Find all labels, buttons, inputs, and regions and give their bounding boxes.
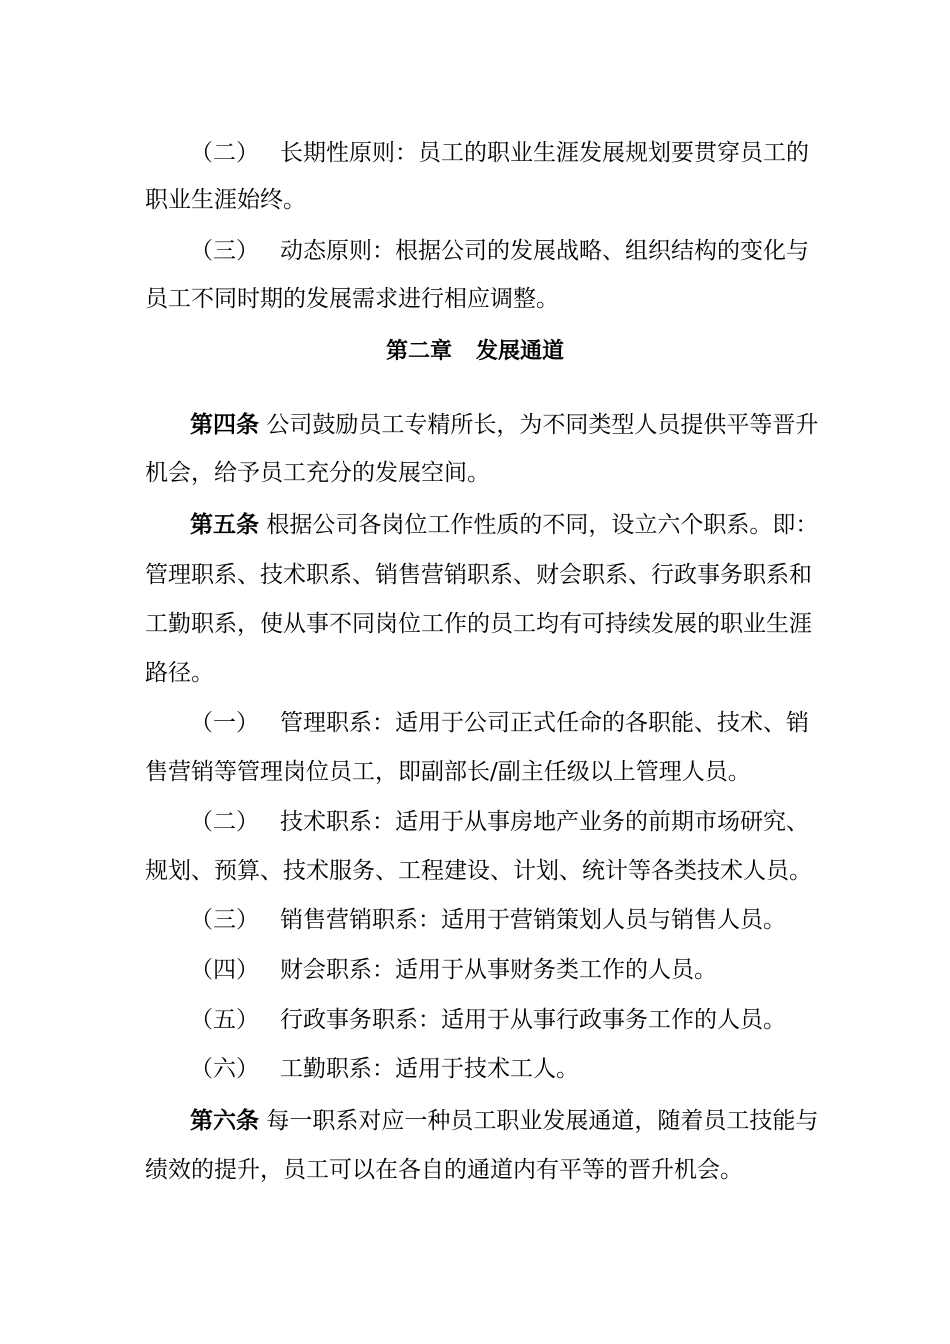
principle-2-text-1: 长期性原则：员工的职业生涯发展规划要贯穿员工的: [280, 140, 809, 166]
article-4-text-1: 公司鼓励员工专精所长，为不同类型人员提供平等晋升: [266, 412, 819, 438]
job-family-6-text-1: 工勤职系：适用于技术工人。: [280, 1056, 579, 1082]
job-family-3-marker: （三）: [190, 907, 259, 933]
article-4-line-1: [190, 410, 818, 440]
article-5-line-4: 路径。: [145, 660, 214, 686]
job-family-4-line-1: [190, 955, 717, 985]
job-family-5-line-1: [190, 1005, 786, 1035]
article-6-line-1: [190, 1106, 818, 1136]
job-family-1-line-1: [190, 708, 809, 738]
job-family-4-marker: （四）: [190, 957, 259, 983]
article-5-line-1: [190, 510, 818, 540]
job-family-5-marker: （五）: [190, 1007, 259, 1033]
article-6-line-2: 绩效的提升，员工可以在各自的通道内有平等的晋升机会。: [145, 1157, 743, 1183]
article-5-text-1: 根据公司各岗位工作性质的不同，设立六个职系。即：: [266, 512, 819, 538]
article-6-text-1: 每一职系对应一种员工职业发展通道，随着员工技能与: [266, 1108, 819, 1134]
job-family-2-text-1: 技术职系：适用于从事房地产业务的前期市场研究、: [280, 809, 809, 835]
job-family-2-marker: （二）: [190, 809, 259, 835]
article-5-line-3: 工勤职系，使从事不同岗位工作的员工均有可持续发展的职业生涯: [145, 611, 812, 637]
article-6-label: 第六条: [190, 1107, 259, 1134]
article-4-line-2: 机会，给予员工充分的发展空间。: [145, 460, 490, 486]
job-family-1-line-2: 售营销等管理岗位员工，即副部长/副主任级以上管理人员。: [145, 759, 751, 785]
principle-3-text-1: 动态原则：根据公司的发展战略、组织结构的变化与: [280, 238, 809, 264]
chapter-title: 发展通道: [476, 338, 565, 364]
principle-3-line-2: 员工不同时期的发展需求进行相应调整。: [145, 286, 559, 312]
job-family-3-text-1: 销售营销职系：适用于营销策划人员与销售人员。: [280, 907, 786, 933]
job-family-2-line-2: 规划、预算、技术服务、工程建设、计划、统计等各类技术人员。: [145, 858, 812, 884]
job-family-1-text-1: 管理职系：适用于公司正式任命的各职能、技术、销: [280, 710, 809, 736]
job-family-3-line-1: [190, 905, 786, 935]
principle-3-line-1: [190, 236, 809, 266]
principle-2-line-1: [190, 138, 809, 168]
chapter-number: 第二章: [385, 338, 452, 364]
principle-2-marker: （二）: [190, 140, 259, 166]
job-family-6-line-1: [190, 1054, 579, 1084]
job-family-6-marker: （六）: [190, 1056, 259, 1082]
article-5-line-2: 管理职系、技术职系、销售营销职系、财会职系、行政事务职系和: [145, 562, 812, 588]
job-family-2-line-1: [190, 807, 809, 837]
article-4-label: 第四条: [190, 411, 259, 438]
job-family-4-text-1: 财会职系：适用于从事财务类工作的人员。: [280, 957, 717, 983]
job-family-1-marker: （一）: [190, 710, 259, 736]
principle-2-line-2: 职业生涯始终。: [145, 187, 306, 213]
chapter-heading: [0, 336, 950, 366]
job-family-5-text-1: 行政事务职系：适用于从事行政事务工作的人员。: [280, 1007, 786, 1033]
article-5-label: 第五条: [190, 511, 259, 538]
principle-3-marker: （三）: [190, 238, 259, 264]
